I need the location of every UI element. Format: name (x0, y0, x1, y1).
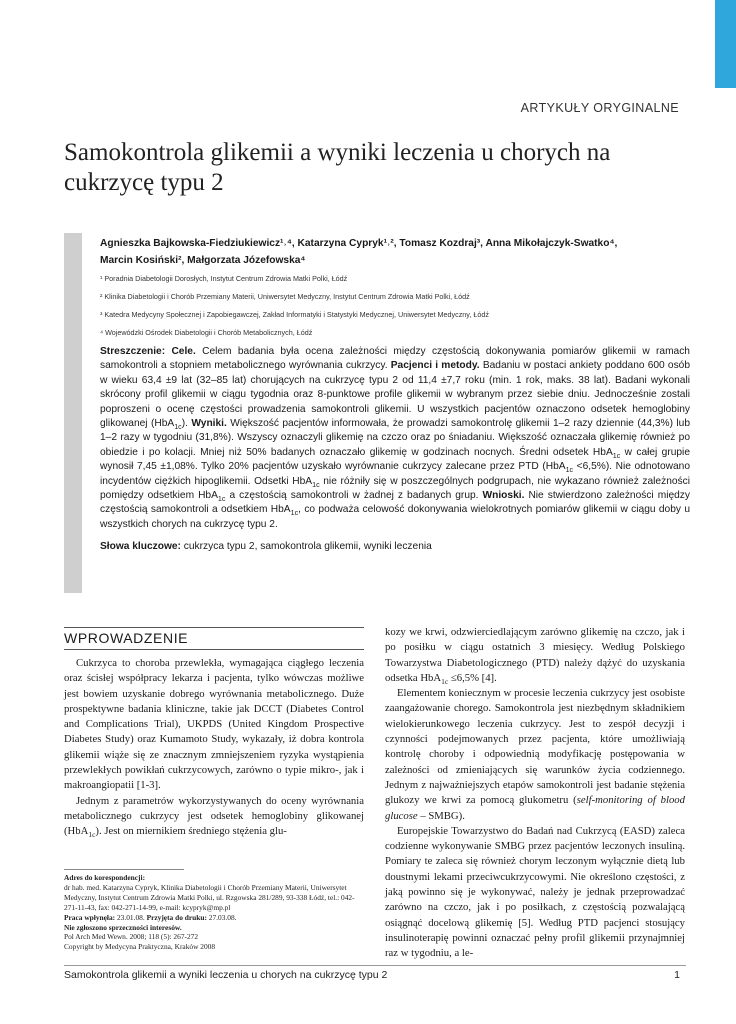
right-paragraph-3: Europejskie Towarzystwo do Badań nad Cukrzycą (EASD) zaleca codzienne wykonywanie SMBG przez pacjentów leczonych insuliną. Pomiary te zaleca się również chorym leczonym wyłącznie dietą lub doustnymi lekami przeciwcukrzycowymi. Nie określono częstości, z jaką powinno się je wykonywać, należy je jednak przeprowadzać zarówno na czczo, jak i po posiłkach, z częstością pozwalającą osiągnąć docelową glikemię [5]. Według PTD pacjenci stosujący insulinoterapię powinni oznaczać pełny profil glikemii przynajmniej raz w tygodniu, a le- (385, 824, 685, 960)
hba-subscript: 1c (441, 677, 449, 687)
accent-bar (715, 0, 736, 88)
citation: Pol Arch Med Wewn. 2008; 118 (5): 267-272 (64, 932, 199, 942)
right-paragraph-1a: kozy we krwi, odzwierciedlającym zarówno glikemię na czczo, jak i po posiłku w ciągu ostatnich 3 miesięcy. Według Polskiego Towarzystwa Diabetologicznego (PTD) należy dążyć do uzyskania odsetka HbA (385, 626, 685, 684)
affiliation-2: ² Klinika Diabetologii i Chorób Przemiany Materii, Uniwersytet Medyczny, Instytut Centrum Zdrowia Matki Polki, Łódź (100, 292, 470, 301)
page-number: 1 (674, 969, 680, 981)
abstract-block (100, 236, 690, 554)
intro-heading: WPROWADZENIE (64, 630, 189, 646)
results-text-4: nie różniły się w poszczególnych podgrupach, nie wykazano również zależności pomiędzy odsetkiem HbA (100, 475, 690, 502)
results-text-1: Większość pacjentów informowała, że prowadzi samokontrolę glikemii 1–2 razy dziennie (44,3%) lub 1–2 razy w tygodniu (31,8%). Wszyscy oznaczyli glikemię na czczo oraz po śniadaniu. Większość oznaczała glikemię również po obiedzie i po kolacji. Mniej niż 50% badanych oznaczało glikemię w godzinach nocnych. Średni odsetek HbA (100, 418, 690, 458)
footer-rule (64, 965, 686, 966)
right-paragraph-1 (385, 625, 685, 686)
correspondence-box (64, 869, 364, 952)
conclusions-label: Wnioski. (482, 490, 525, 502)
intro-paragraph-2 (64, 794, 364, 840)
hba-subscript: 1c (290, 509, 299, 518)
footnote-rule (64, 869, 184, 870)
abstract-text (100, 345, 690, 532)
section-rule-top (64, 627, 364, 628)
running-title: Samokontrola glikemii a wyniki leczenia u chorych na cukrzycę typu 2 (64, 969, 388, 981)
results-label: Wyniki. (191, 418, 227, 430)
results-text-5: a częstością samokontroli w żadnej z badanych grup. (229, 490, 479, 502)
methods-text-2: ). (181, 418, 188, 430)
abstract-label: Streszczenie: (100, 346, 166, 357)
author-list (100, 236, 690, 269)
aim-text: Celem badania była ocena zależności między częstością dokonywania pomiarów glikemii w ramach samokontroli a stopniem metabolicznego wyrównania cukrzycy. (100, 346, 690, 372)
dates (64, 913, 364, 923)
results-text-2: w całej grupie wynosił 7,45 ±1,08%. Tylko 20% pacjentów uzyskało wyrównanie cukrzycy zalecane przez PTD (HbA (100, 446, 690, 473)
intro-paragraph-2a: Jednym z parametrów wykorzystywanych do oceny wyrównania metabolicznego cukrzycy jest odsetek hemoglobiny glikowanej (HbA (64, 794, 364, 838)
accepted-label: Przyjęta do druku: (146, 912, 207, 922)
article-title: Samokontrola glikemii a wyniki leczenia u chorych na cukrzycę typu 2 (64, 139, 611, 196)
hba-subscript: 1c (217, 495, 226, 504)
right-paragraph-1b: ≤6,5% [4]. (450, 671, 497, 684)
accepted-date: 27.03.08. (208, 912, 237, 922)
results-text-3: <6,5%). Nie odnotowano incydentów ciężkich hipoglikemii. Odsetki HbA (100, 461, 691, 487)
copyright: Copyright by Medycyna Praktyczna, Kraków 2008 (64, 942, 216, 952)
affiliation-1: ¹ Poradnia Diabetologii Dorosłych, Instytut Centrum Zdrowia Matki Polki, Łódź (100, 274, 348, 283)
section-rule-bottom (64, 649, 364, 650)
right-paragraph-2a: Elementem koniecznym w procesie leczenia cukrzycy jest osobiste zaangażowanie chorego. Samokontrola jest niezbędnym składnikiem wielokierunkowego leczenia cukrzycy. Jest to zespół decyzji i czynności podejmowanych przez pacjenta, które umożliwiają kontrolę choroby i odpowiednią modyfikację postępowania w zależności od zmieniających się warunków życia codziennego. Jednym z najważniejszych etapów samokontroli jest badanie stężenia glukozy we krwi za pomocą glukometru ( (385, 687, 685, 807)
intro-paragraph-1: Cukrzyca to choroba przewlekła, wymagająca ciągłego leczenia oraz ścisłej współpracy lekarza i pacjenta, tylko wówczas możliwe jest bowiem uzyskanie dobrego wyrównania metabolicznego. Duże prospektywne badania kliniczne, takie jak DCCT (Diabetes Control and Complications Trial), UKPDS (United Kingdom Prospective Diabetes Study) oraz Kumamoto Study, wykazały, iż dobra kontrola glikemii wiąże się ze znacznym zmniejszeniem ryzyka wystąpienia przewlekłych powikłań cukrzycowych, zarówno o typie mikro-, jak i makroangiopatii [1-3]. (64, 657, 364, 792)
hba-subscript: 1c (312, 480, 320, 489)
smbg-italic: self-monitoring of blood glucose (385, 794, 685, 822)
received-label: Praca wpłynęła: (64, 912, 116, 922)
conflict-statement: Nie zgłoszono sprzeczności interesów. (64, 922, 182, 932)
hba-subscript: 1c (565, 466, 574, 475)
right-column (385, 625, 685, 962)
authors-line-1: Agnieszka Bajkowska-Fiedziukiewicz¹˒⁴, Katarzyna Cypryk¹˒², Tomasz Kozdraj³, Anna Mikołajczyk-Swatko⁴, (100, 238, 618, 249)
keywords (100, 540, 690, 554)
correspondence-text: dr hab. med. Katarzyna Cypryk, Klinika Diabetologii i Chorób Przemiany Materii, Uniwersytet Medyczny, Instytut Centrum Zdrowia Matki Polki, ul. Rzgowska 281/289, 93-338 Łódź, tel.: 042-271-11-43, fax: 042-271-14-99, e-mail: kcypryk@mp.pl (64, 882, 355, 912)
intro-paragraph-2b: ). Jest on miernikiem średniego stężenia glu- (95, 825, 287, 838)
hba-subscript: 1c (174, 423, 182, 432)
section-tag: ARTYKUŁY ORYGINALNE (520, 101, 679, 115)
hba-subscript: 1c (88, 830, 96, 840)
affiliation-4: ⁴ Wojewódzki Ośrodek Diabetologii i Chorób Metabolicznych, Łódź (100, 328, 313, 337)
right-paragraph-2b: – SMBG). (417, 809, 465, 822)
methods-label: Pacjenci i metody. (390, 360, 480, 372)
keywords-label: Słowa kluczowe: (100, 541, 181, 553)
keywords-text: cukrzyca typu 2, samokontrola glikemii, wyniki leczenia (183, 541, 432, 553)
methods-text-1: Badaniu w postaci ankiety poddano 600 osób w wieku 63,4 ±9 lat (32–85 lat) chorujących na cukrzycę typu 2 od 11,4 ±7,7 roku (min. 1 rok, maks. 38 lat). Badani wykonali skrócony profil glikemii w ciągu tygodnia oraz 8-punktowe profile glikemii w wybranym przez siebie dniu. Jednocześnie zostali poproszeni o ocenę częstości prowadzenia samokontroli glikemii. U wszystkich pacjentów oznaczono odsetek hemoglobiny glikowanej (HbA (100, 360, 690, 430)
aim-label: Cele. (171, 346, 196, 357)
abstract-side-bar (64, 233, 82, 593)
affiliation-3: ³ Katedra Medycyny Społecznej i Zapobiegawczej, Zakład Informatyki i Statystyki Medycznej, Uniwersytet Medyczny, Łódź (100, 310, 489, 319)
conclusions-text-1: Nie stwierdzono zależności między częstością samokontroli a odsetkiem HbA (100, 490, 690, 516)
authors-line-2: Marcin Kosiński², Małgorzata Józefowska⁴ (100, 254, 306, 266)
left-column (64, 630, 364, 840)
conclusions-text-2: , co podważa celowość dokonywania wielokrotnych pomiarów glikemii w ciągu doby u wszystkich chorych na cukrzycę typu 2. (100, 504, 690, 530)
hba-subscript: 1c (612, 451, 621, 460)
correspondence-heading: Adres do korespondencji: (64, 873, 146, 882)
received-date: 23.01.08. (116, 912, 145, 922)
right-paragraph-2 (385, 686, 685, 824)
